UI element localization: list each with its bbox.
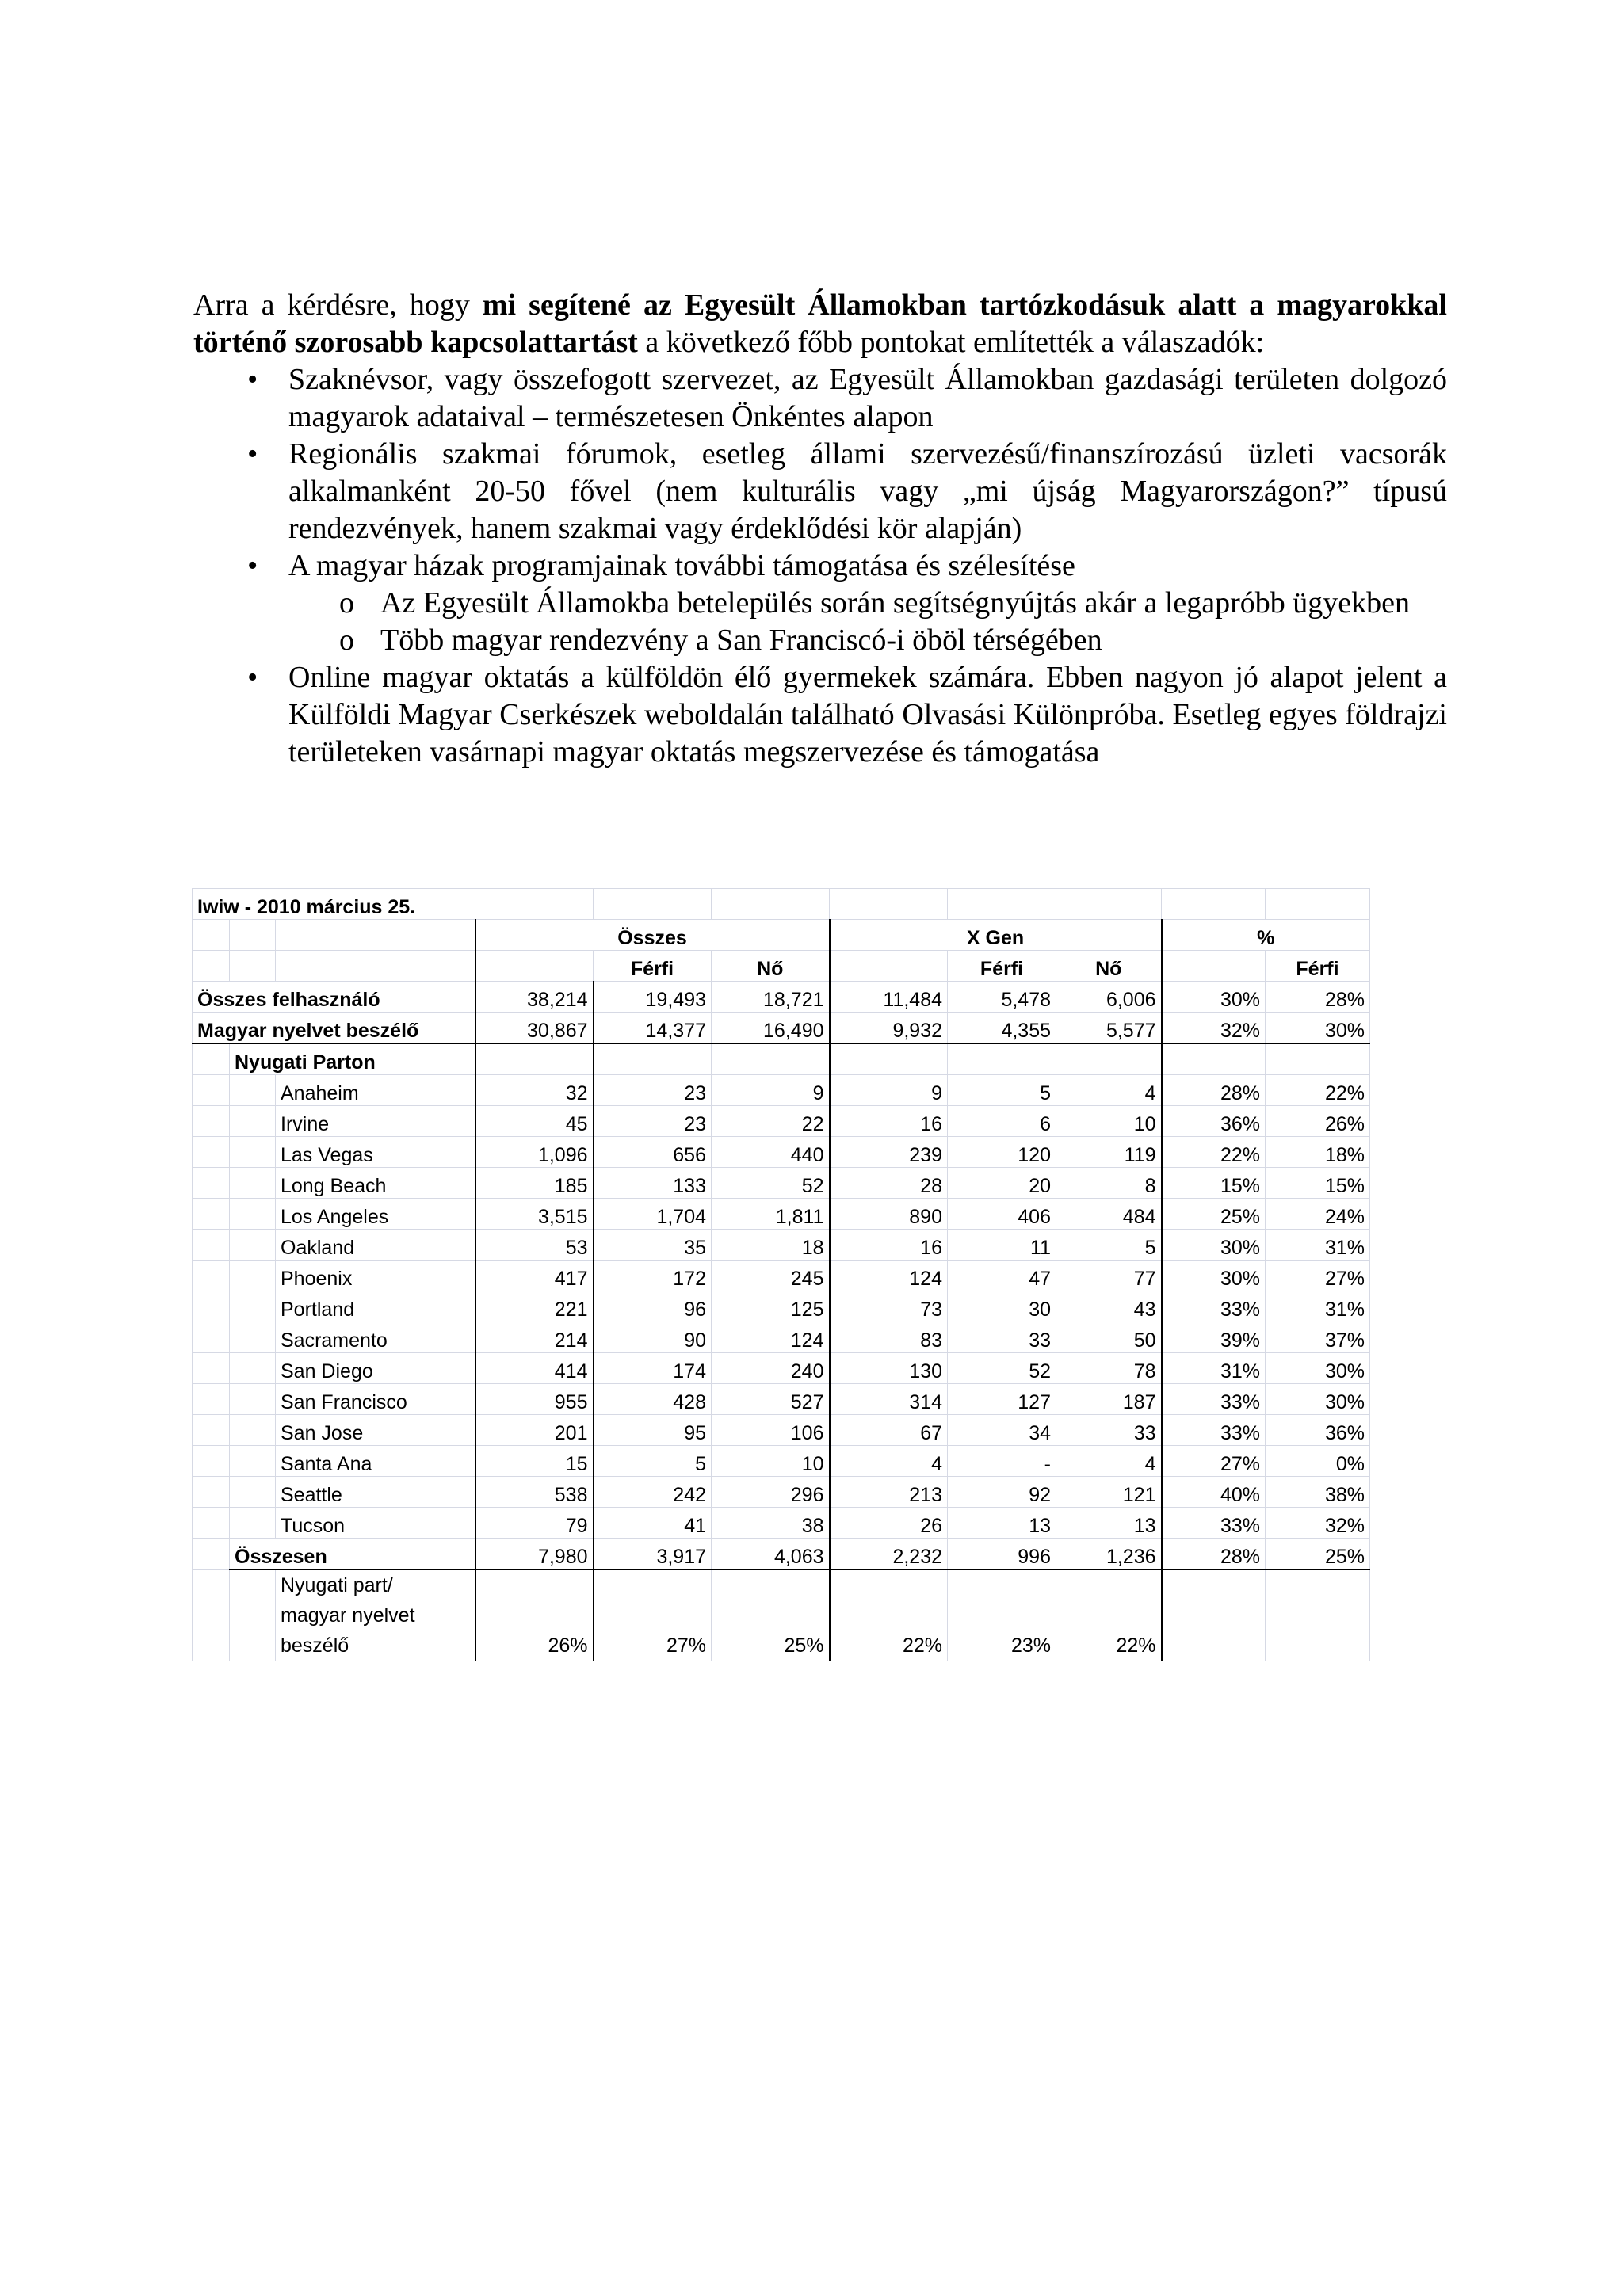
- table-value-cell: 5: [594, 1446, 712, 1477]
- table-cell: [230, 1508, 276, 1539]
- table-value-cell: 5: [1056, 1230, 1162, 1261]
- table-value-cell: 890: [830, 1199, 948, 1230]
- table-value-cell: 28%: [1266, 982, 1370, 1013]
- table-cell: [230, 1168, 276, 1199]
- table-cell: [193, 920, 230, 951]
- bullet-text: Szaknévsor, vagy összefogott szervezet, az Egyesült Államokban gazdasági területen dolgozó magyarok adataival – természetesen Önkéntes alapon: [288, 363, 1447, 433]
- table-value-cell: 28%: [1162, 1075, 1266, 1106]
- table-value-cell: 33: [948, 1322, 1056, 1353]
- table-value-cell: 19,493: [594, 982, 712, 1013]
- bullet-dot-icon: •: [247, 661, 258, 694]
- table-value-cell: 538: [475, 1477, 594, 1508]
- table-value-cell: 11,484: [830, 982, 948, 1013]
- table-value-cell: 22: [712, 1106, 830, 1137]
- city-label: Portland: [276, 1291, 475, 1322]
- table-value-cell: 7,980: [475, 1539, 594, 1570]
- table-value-cell: 245: [712, 1261, 830, 1291]
- table-value-cell: 22%: [1162, 1137, 1266, 1168]
- table-value-cell: 13: [1056, 1508, 1162, 1539]
- city-label: Anaheim: [276, 1075, 475, 1106]
- header-ferfi: Férfi: [1266, 951, 1370, 982]
- table-cell: [193, 1168, 230, 1199]
- table-value-cell: 127: [948, 1384, 1056, 1415]
- table-value-cell: 31%: [1266, 1230, 1370, 1261]
- ratio-label-line: beszélő: [281, 1634, 349, 1657]
- city-label: Oakland: [276, 1230, 475, 1261]
- table-cell: [193, 1261, 230, 1291]
- table-value-cell: 1,704: [594, 1199, 712, 1230]
- table-cell: [276, 951, 475, 982]
- table-value-cell: 24%: [1266, 1199, 1370, 1230]
- table-value-cell: 656: [594, 1137, 712, 1168]
- header-osszes: Összes: [475, 920, 830, 951]
- table-value-cell: 125: [712, 1291, 830, 1322]
- table-value-cell: 77: [1056, 1261, 1162, 1291]
- table-cell: [230, 1261, 276, 1291]
- table-value-cell: 27%: [594, 1569, 712, 1661]
- table-value-cell: 201: [475, 1415, 594, 1446]
- statistics-table-wrapper: [192, 888, 1370, 1661]
- table-value-cell: 30%: [1266, 1013, 1370, 1044]
- table-row: [193, 1043, 1370, 1075]
- city-label: San Diego: [276, 1353, 475, 1384]
- table-value-cell: 13: [948, 1508, 1056, 1539]
- table-row: [193, 1539, 1370, 1570]
- table-value-cell: 83: [830, 1322, 948, 1353]
- table-value-cell: 121: [1056, 1477, 1162, 1508]
- table-cell: [193, 1230, 230, 1261]
- table-value-cell: 33%: [1162, 1384, 1266, 1415]
- table-value-cell: 242: [594, 1477, 712, 1508]
- table-cell: [230, 920, 276, 951]
- table-cell: [230, 1137, 276, 1168]
- table-cell: [230, 1106, 276, 1137]
- table-title-row: [193, 889, 1370, 920]
- table-cell: [193, 1446, 230, 1477]
- table-value-cell: 4: [1056, 1075, 1162, 1106]
- table-row: [193, 1415, 1370, 1446]
- table-value-cell: 185: [475, 1168, 594, 1199]
- table-value-cell: 5,478: [948, 982, 1056, 1013]
- table-value-cell: 133: [594, 1168, 712, 1199]
- table-value-cell: 27%: [1162, 1446, 1266, 1477]
- table-cell: [948, 1043, 1056, 1075]
- table-value-cell: 30%: [1266, 1384, 1370, 1415]
- table-value-cell: 9: [712, 1075, 830, 1106]
- table-value-cell: 5,577: [1056, 1013, 1162, 1044]
- table-value-cell: 414: [475, 1353, 594, 1384]
- table-cell: [193, 1384, 230, 1415]
- table-value-cell: 38,214: [475, 982, 594, 1013]
- table-value-cell: 26: [830, 1508, 948, 1539]
- table-value-cell: 22%: [830, 1569, 948, 1661]
- sub-bullet-text: Az Egyesült Államokba betelepülés során segítségnyújtás akár a legapróbb ügyekben: [380, 586, 1410, 620]
- table-value-cell: 1,236: [1056, 1539, 1162, 1570]
- table-cell: [230, 1291, 276, 1322]
- city-label: Irvine: [276, 1106, 475, 1137]
- table-cell: [1162, 1043, 1266, 1075]
- table-cell: [1056, 1043, 1162, 1075]
- table-cell: [193, 1353, 230, 1384]
- table-cell: [830, 1043, 948, 1075]
- table-value-cell: 9,932: [830, 1013, 948, 1044]
- table-value-cell: 23: [594, 1075, 712, 1106]
- table-row: [193, 1384, 1370, 1415]
- table-cell: [193, 1043, 230, 1075]
- table-row: [193, 1261, 1370, 1291]
- table-value-cell: 8: [1056, 1168, 1162, 1199]
- table-value-cell: 52: [948, 1353, 1056, 1384]
- table-cell: [230, 1446, 276, 1477]
- circle-bullet-icon: o: [339, 624, 354, 657]
- table-value-cell: 10: [712, 1446, 830, 1477]
- table-cell: [193, 1199, 230, 1230]
- table-cell: [193, 1075, 230, 1106]
- table-value-cell: 47: [948, 1261, 1056, 1291]
- table-value-cell: 30,867: [475, 1013, 594, 1044]
- bullet-text: Online magyar oktatás a külföldön élő gyermekek számára. Ebben nagyon jó alapot jelent a Külföldi Magyar Cserkészek weboldalán található Olvasási Különpróba. Esetleg egyes földrajzi területeken vasárnapi magyar oktatás megszervezése és támogatása: [288, 661, 1447, 769]
- table-cell: [193, 1508, 230, 1539]
- table-row: [193, 1199, 1370, 1230]
- table-cell: [193, 1477, 230, 1508]
- table-value-cell: 41: [594, 1508, 712, 1539]
- table-value-cell: 15: [475, 1446, 594, 1477]
- table-value-cell: 1,811: [712, 1199, 830, 1230]
- table-row: [193, 1075, 1370, 1106]
- table-value-cell: 5: [948, 1075, 1056, 1106]
- table-value-cell: 18: [712, 1230, 830, 1261]
- table-cell: [230, 951, 276, 982]
- table-cell: [712, 1043, 830, 1075]
- table-value-cell: 3,515: [475, 1199, 594, 1230]
- table-value-cell: 38%: [1266, 1477, 1370, 1508]
- table-value-cell: 45: [475, 1106, 594, 1137]
- table-value-cell: 16,490: [712, 1013, 830, 1044]
- table-cell: [193, 1322, 230, 1353]
- table-value-cell: 14,377: [594, 1013, 712, 1044]
- table-cell: [230, 1230, 276, 1261]
- city-label: San Jose: [276, 1415, 475, 1446]
- table-value-cell: 9: [830, 1075, 948, 1106]
- table-value-cell: 31%: [1162, 1353, 1266, 1384]
- table-cell: [948, 889, 1056, 920]
- table-cell: [230, 1384, 276, 1415]
- table-cell: [230, 1322, 276, 1353]
- header-no: Nő: [1056, 951, 1162, 982]
- table-row: [193, 1508, 1370, 1539]
- bullet-dot-icon: •: [247, 549, 258, 582]
- city-label: Los Angeles: [276, 1199, 475, 1230]
- table-value-cell: 1,096: [475, 1137, 594, 1168]
- table-value-cell: 34: [948, 1415, 1056, 1446]
- table-cell: [1162, 951, 1266, 982]
- table-cell: [230, 1075, 276, 1106]
- table-value-cell: 406: [948, 1199, 1056, 1230]
- table-cell: [1056, 889, 1162, 920]
- table-value-cell: 2,232: [830, 1539, 948, 1570]
- table-value-cell: 25%: [1162, 1199, 1266, 1230]
- table-value-cell: 30: [948, 1291, 1056, 1322]
- city-label: Seattle: [276, 1477, 475, 1508]
- table-value-cell: 20: [948, 1168, 1056, 1199]
- table-cell: [230, 1569, 276, 1661]
- table-value-cell: 417: [475, 1261, 594, 1291]
- table-value-cell: 484: [1056, 1199, 1162, 1230]
- city-label: Sacramento: [276, 1322, 475, 1353]
- intro-text-after: a következő főbb pontokat említették a válaszadók:: [637, 326, 1265, 359]
- bullet-item: [193, 659, 1447, 771]
- table-cell: [830, 951, 948, 982]
- table-value-cell: 4,355: [948, 1013, 1056, 1044]
- table-value-cell: 28%: [1162, 1539, 1266, 1570]
- table-cell: [1266, 1569, 1370, 1661]
- table-value-cell: 3,917: [594, 1539, 712, 1570]
- table-value-cell: 130: [830, 1353, 948, 1384]
- table-cell: [193, 1539, 230, 1570]
- intro-text-before: Arra a kérdésre, hogy: [193, 288, 483, 322]
- table-value-cell: 4: [830, 1446, 948, 1477]
- sub-bullet-text: Több magyar rendezvény a San Franciscó-i öböl térségében: [380, 624, 1102, 657]
- table-value-cell: 11: [948, 1230, 1056, 1261]
- table-value-cell: 39%: [1162, 1322, 1266, 1353]
- table-row: [193, 982, 1370, 1013]
- table-value-cell: 78: [1056, 1353, 1162, 1384]
- table-value-cell: 23%: [948, 1569, 1056, 1661]
- table-cell: [230, 1415, 276, 1446]
- table-value-cell: 28: [830, 1168, 948, 1199]
- table-row: [193, 1013, 1370, 1044]
- total-row-label: Összes felhasználó: [193, 982, 475, 1013]
- table-value-cell: 50: [1056, 1322, 1162, 1353]
- table-value-cell: 53: [475, 1230, 594, 1261]
- total-row-label: Magyar nyelvet beszélő: [193, 1013, 475, 1044]
- table-cell: [594, 1043, 712, 1075]
- table-cell: [1266, 889, 1370, 920]
- table-value-cell: 240: [712, 1353, 830, 1384]
- table-cell: [594, 889, 712, 920]
- table-group-header-row: [193, 920, 1370, 951]
- table-value-cell: 33%: [1162, 1291, 1266, 1322]
- table-value-cell: 27%: [1266, 1261, 1370, 1291]
- table-value-cell: 35: [594, 1230, 712, 1261]
- table-value-cell: 31%: [1266, 1291, 1370, 1322]
- table-value-cell: 52: [712, 1168, 830, 1199]
- header-xgen: X Gen: [830, 920, 1162, 951]
- table-cell: [193, 1137, 230, 1168]
- city-label: Long Beach: [276, 1168, 475, 1199]
- ratio-label-line: Nyugati part/: [281, 1574, 393, 1596]
- table-value-cell: 6: [948, 1106, 1056, 1137]
- city-label: Santa Ana: [276, 1446, 475, 1477]
- table-cell: [475, 889, 594, 920]
- table-value-cell: 314: [830, 1384, 948, 1415]
- table-cell: [193, 1415, 230, 1446]
- table-value-cell: 36%: [1162, 1106, 1266, 1137]
- table-value-cell: 32: [475, 1075, 594, 1106]
- table-cell: [230, 1199, 276, 1230]
- header-percent: %: [1162, 920, 1370, 951]
- table-value-cell: 40%: [1162, 1477, 1266, 1508]
- city-label: Las Vegas: [276, 1137, 475, 1168]
- table-value-cell: 32%: [1162, 1013, 1266, 1044]
- table-value-cell: 32%: [1266, 1508, 1370, 1539]
- bullet-item: [193, 436, 1447, 547]
- table-value-cell: 22%: [1056, 1569, 1162, 1661]
- table-value-cell: 214: [475, 1322, 594, 1353]
- table-value-cell: 96: [594, 1291, 712, 1322]
- bullet-dot-icon: •: [247, 437, 258, 471]
- bullet-text: Regionális szakmai fórumok, esetleg állami szervezésű/finanszírozású üzleti vacsorák alkalmanként 20-50 fővel (nem kulturális vagy „mi újság Magyarországon?” típusú rendezvények, hanem szakmai vagy érdeklődési kör alapján): [288, 437, 1447, 545]
- table-value-cell: 4,063: [712, 1539, 830, 1570]
- table-value-cell: 33%: [1162, 1415, 1266, 1446]
- table-value-cell: 239: [830, 1137, 948, 1168]
- table-value-cell: 25%: [1266, 1539, 1370, 1570]
- circle-bullet-icon: o: [339, 586, 354, 620]
- table-value-cell: 0%: [1266, 1446, 1370, 1477]
- table-value-cell: 174: [594, 1353, 712, 1384]
- table-value-cell: 428: [594, 1384, 712, 1415]
- header-no: Nő: [712, 951, 830, 982]
- table-value-cell: 440: [712, 1137, 830, 1168]
- table-title: Iwiw - 2010 március 25.: [193, 889, 475, 920]
- intro-bold-question: mi segítené az Egyesült Államokban tartózkodásuk alatt a magyarokkal történő szorosabb kapcsolattartást: [193, 288, 1447, 359]
- city-label: San Francisco: [276, 1384, 475, 1415]
- table-value-cell: 124: [830, 1261, 948, 1291]
- table-value-cell: 79: [475, 1508, 594, 1539]
- table-value-cell: 73: [830, 1291, 948, 1322]
- table-value-cell: 15%: [1162, 1168, 1266, 1199]
- table-cell: [1162, 889, 1266, 920]
- table-cell: [193, 951, 230, 982]
- table-value-cell: 26%: [475, 1569, 594, 1661]
- table-value-cell: 187: [1056, 1384, 1162, 1415]
- statistics-table: [192, 888, 1370, 1661]
- table-value-cell: 6,006: [1056, 982, 1162, 1013]
- sub-bullet-item: [285, 622, 1447, 659]
- table-value-cell: 33%: [1162, 1508, 1266, 1539]
- table-value-cell: 37%: [1266, 1322, 1370, 1353]
- header-ferfi: Férfi: [948, 951, 1056, 982]
- table-cell: [830, 889, 948, 920]
- table-value-cell: 67: [830, 1415, 948, 1446]
- table-value-cell: 213: [830, 1477, 948, 1508]
- table-cell: [193, 1106, 230, 1137]
- table-value-cell: 955: [475, 1384, 594, 1415]
- table-cell: [1162, 1569, 1266, 1661]
- table-value-cell: 90: [594, 1322, 712, 1353]
- table-row: [193, 1477, 1370, 1508]
- table-value-cell: 38: [712, 1508, 830, 1539]
- table-value-cell: 22%: [1266, 1075, 1370, 1106]
- table-value-cell: 30%: [1162, 1261, 1266, 1291]
- table-value-cell: 43: [1056, 1291, 1162, 1322]
- table-cell: [276, 920, 475, 951]
- table-cell: [193, 1291, 230, 1322]
- table-value-cell: 119: [1056, 1137, 1162, 1168]
- table-value-cell: 30%: [1266, 1353, 1370, 1384]
- table-cell: [193, 1569, 230, 1661]
- table-value-cell: 25%: [712, 1569, 830, 1661]
- table-cell: [1266, 1043, 1370, 1075]
- table-cell: [230, 1477, 276, 1508]
- table-cell: [475, 1043, 594, 1075]
- bullet-item: [193, 361, 1447, 436]
- bullet-list: [193, 361, 1447, 771]
- table-value-cell: 26%: [1266, 1106, 1370, 1137]
- bullet-text: A magyar házak programjainak további támogatása és szélesítése: [288, 549, 1075, 582]
- table-value-cell: 10: [1056, 1106, 1162, 1137]
- table-value-cell: 36%: [1266, 1415, 1370, 1446]
- table-value-cell: 92: [948, 1477, 1056, 1508]
- table-value-cell: 33: [1056, 1415, 1162, 1446]
- city-label: Phoenix: [276, 1261, 475, 1291]
- table-value-cell: 106: [712, 1415, 830, 1446]
- table-sub-header-row: [193, 951, 1370, 982]
- table-value-cell: 172: [594, 1261, 712, 1291]
- ratio-row-label: [276, 1569, 475, 1661]
- table-value-cell: 23: [594, 1106, 712, 1137]
- header-ferfi: Férfi: [594, 951, 712, 982]
- region-label: Nyugati Parton: [230, 1043, 475, 1075]
- table-row: [193, 1569, 1370, 1661]
- ratio-label-line: magyar nyelvet: [281, 1604, 415, 1627]
- table-row: [193, 1168, 1370, 1199]
- table-row: [193, 1230, 1370, 1261]
- table-cell: [230, 1353, 276, 1384]
- table-row: [193, 1291, 1370, 1322]
- table-value-cell: 16: [830, 1230, 948, 1261]
- table-row: [193, 1137, 1370, 1168]
- table-row: [193, 1322, 1370, 1353]
- table-value-cell: 16: [830, 1106, 948, 1137]
- table-value-cell: 296: [712, 1477, 830, 1508]
- table-value-cell: 95: [594, 1415, 712, 1446]
- table-value-cell: 30%: [1162, 982, 1266, 1013]
- table-row: [193, 1353, 1370, 1384]
- table-value-cell: 124: [712, 1322, 830, 1353]
- table-cell: [712, 889, 830, 920]
- table-value-cell: 527: [712, 1384, 830, 1415]
- table-value-cell: 120: [948, 1137, 1056, 1168]
- table-value-cell: 221: [475, 1291, 594, 1322]
- table-value-cell: 996: [948, 1539, 1056, 1570]
- table-value-cell: -: [948, 1446, 1056, 1477]
- document-body: [193, 287, 1447, 771]
- table-value-cell: 18%: [1266, 1137, 1370, 1168]
- table-value-cell: 15%: [1266, 1168, 1370, 1199]
- table-value-cell: 30%: [1162, 1230, 1266, 1261]
- table-cell: [475, 951, 594, 982]
- bullet-dot-icon: •: [247, 363, 258, 396]
- bullet-item: [193, 547, 1447, 659]
- sum-row-label: Összesen: [230, 1539, 475, 1570]
- table-value-cell: 4: [1056, 1446, 1162, 1477]
- city-label: Tucson: [276, 1508, 475, 1539]
- sub-bullet-list: [285, 585, 1447, 659]
- intro-paragraph: [193, 287, 1447, 361]
- table-row: [193, 1446, 1370, 1477]
- table-row: [193, 1106, 1370, 1137]
- table-value-cell: 18,721: [712, 982, 830, 1013]
- sub-bullet-item: [285, 585, 1447, 622]
